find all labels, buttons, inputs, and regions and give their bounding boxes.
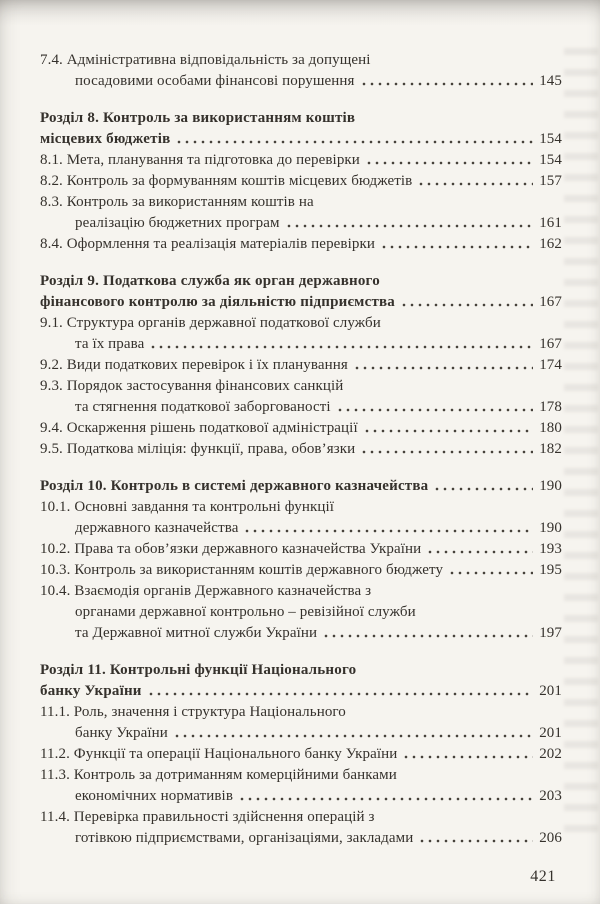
- toc-page-number: 145: [539, 73, 562, 89]
- toc-page-number: 193: [539, 541, 562, 557]
- toc-line: [40, 723, 562, 744]
- toc-line-text: економічних нормативів: [75, 788, 234, 804]
- dot-leader: [173, 723, 533, 744]
- dot-leader: [149, 334, 533, 355]
- toc-line-text: 9.4. Оскарження рішень податкової адміністрації: [40, 420, 358, 436]
- toc-line-text: готівкою підприємствами, організаціями, закладами: [75, 830, 414, 846]
- toc-list: [40, 50, 562, 849]
- toc-page-number: 161: [539, 215, 562, 231]
- toc-chapter-entry: [40, 271, 562, 313]
- toc-line-text: 11.3. Контроль за дотриманням комерційними банками: [40, 767, 397, 783]
- toc-line: [40, 807, 562, 828]
- toc-item-entry: [40, 50, 562, 92]
- toc-line: [40, 623, 562, 644]
- toc-item-entry: [40, 581, 562, 644]
- toc-line: [40, 518, 562, 539]
- toc-page-number: 206: [539, 830, 562, 846]
- dot-leader: [243, 518, 533, 539]
- toc-item-entry: [40, 418, 562, 439]
- dot-leader: [417, 171, 533, 192]
- toc-item-entry: [40, 355, 562, 376]
- toc-item-entry: [40, 376, 562, 418]
- toc-line-text: 8.1. Мета, планування та підготовка до перевірки: [40, 152, 360, 168]
- toc-page-number: 154: [539, 152, 562, 168]
- toc-page-number: 201: [539, 683, 562, 699]
- toc-item-entry: [40, 807, 562, 849]
- dot-leader: [402, 744, 533, 765]
- toc-item-entry: [40, 560, 562, 581]
- dot-leader: [426, 539, 533, 560]
- toc-line: [40, 376, 562, 397]
- toc-line-text: посадовими особами фінансові порушення: [75, 73, 355, 89]
- toc-item-entry: [40, 765, 562, 807]
- page-bleedthrough-artifact: [564, 48, 598, 834]
- toc-page-number: 202: [539, 746, 562, 762]
- toc-item-entry: [40, 439, 562, 460]
- dot-leader: [448, 560, 533, 581]
- toc-line-text: 8.2. Контроль за формуванням коштів місцевих бюджетів: [40, 173, 413, 189]
- toc-line: [40, 71, 562, 92]
- toc-line-text: Розділ 9. Податкова служба як орган державного: [40, 273, 380, 289]
- toc-line: [40, 476, 562, 497]
- toc-line: [40, 744, 562, 765]
- toc-line-text: державного казначейства: [75, 520, 239, 536]
- toc-line: [40, 150, 562, 171]
- toc-line: [40, 50, 562, 71]
- toc-line: [40, 765, 562, 786]
- toc-line-text: 11.2. Функції та операції Національного банку України: [40, 746, 398, 762]
- toc-page-number: 182: [539, 441, 562, 457]
- toc-page-number: 174: [539, 357, 562, 373]
- toc-line: [40, 560, 562, 581]
- toc-line-text: 10.3. Контроль за використанням коштів державного бюджету: [40, 562, 444, 578]
- dot-leader: [400, 292, 533, 313]
- toc-page-number: 190: [539, 520, 562, 536]
- toc-item-entry: [40, 744, 562, 765]
- toc-line: [40, 108, 562, 129]
- toc-chapter-entry: [40, 660, 562, 702]
- dot-leader: [365, 150, 533, 171]
- toc-line-text: 7.4. Адміністративна відповідальність за допущені: [40, 52, 371, 68]
- toc-line-text: 8.3. Контроль за використанням коштів на: [40, 194, 314, 210]
- toc-page-number: 162: [539, 236, 562, 252]
- toc-item-entry: [40, 313, 562, 355]
- toc-line-text: банку України: [40, 683, 142, 699]
- toc-line: [40, 702, 562, 723]
- toc-page-number: 178: [539, 399, 562, 415]
- toc-item-entry: [40, 171, 562, 192]
- toc-chapter-entry: [40, 476, 562, 497]
- page-number: 421: [530, 868, 556, 885]
- toc-line: [40, 313, 562, 334]
- toc-line-text: фінансового контролю за діяльністю підприємства: [40, 294, 396, 310]
- toc-item-entry: [40, 702, 562, 744]
- toc-line-text: та стягнення податкової заборгованості: [75, 399, 331, 415]
- toc-line: [40, 418, 562, 439]
- toc-page-number: 180: [539, 420, 562, 436]
- toc-line-text: 11.1. Роль, значення і структура Національного: [40, 704, 346, 720]
- toc-item-entry: [40, 539, 562, 560]
- toc-line: [40, 581, 562, 602]
- toc-line: [40, 660, 562, 681]
- dot-leader: [353, 355, 533, 376]
- toc-line: [40, 786, 562, 807]
- toc-item-entry: [40, 234, 562, 255]
- dot-leader: [285, 213, 533, 234]
- toc-line-text: Розділ 8. Контроль за використанням коштів: [40, 110, 356, 126]
- toc-line: [40, 292, 562, 313]
- dot-leader: [418, 828, 533, 849]
- toc-line: [40, 681, 562, 702]
- toc-line: [40, 539, 562, 560]
- toc-page-number: 167: [539, 336, 562, 352]
- dot-leader: [433, 476, 533, 497]
- dot-leader: [147, 681, 533, 702]
- toc-page-number: 167: [539, 294, 562, 310]
- toc-line: [40, 192, 562, 213]
- toc-line-text: 11.4. Перевірка правильності здійснення операцій з: [40, 809, 375, 825]
- toc-item-entry: [40, 192, 562, 234]
- toc-line-text: та їх права: [75, 336, 145, 352]
- toc-page-number: 201: [539, 725, 562, 741]
- page-footer: [530, 868, 556, 886]
- toc-line-text: 10.1. Основні завдання та контрольні функції: [40, 499, 335, 515]
- dot-leader: [363, 418, 533, 439]
- toc-line-text: реалізацію бюджетних програм: [75, 215, 280, 231]
- toc-line-text: 9.1. Структура органів державної податкової служби: [40, 315, 381, 331]
- toc-line-text: 10.4. Взаємодія органів Державного казначейства з: [40, 583, 372, 599]
- toc-line: [40, 129, 562, 150]
- toc-line-text: 9.3. Порядок застосування фінансових санкцій: [40, 378, 344, 394]
- toc-line: [40, 334, 562, 355]
- toc-item-entry: [40, 497, 562, 539]
- toc-line: [40, 828, 562, 849]
- toc-line: [40, 271, 562, 292]
- dot-leader: [360, 71, 533, 92]
- toc-line: [40, 355, 562, 376]
- toc-item-entry: [40, 150, 562, 171]
- toc-line: [40, 439, 562, 460]
- toc-line: [40, 171, 562, 192]
- toc-line: [40, 397, 562, 418]
- toc-page-number: 195: [539, 562, 562, 578]
- dot-leader: [238, 786, 533, 807]
- toc-line-text: банку України: [75, 725, 168, 741]
- toc-line: [40, 602, 562, 623]
- toc-line-text: місцевих бюджетів: [40, 131, 171, 147]
- dot-leader: [322, 623, 533, 644]
- toc-line-text: 9.2. Види податкових перевірок і їх планування: [40, 357, 348, 373]
- dot-leader: [360, 439, 533, 460]
- toc-page-number: 197: [539, 625, 562, 641]
- toc-line: [40, 234, 562, 255]
- toc-chapter-entry: [40, 108, 562, 150]
- toc-line-text: 8.4. Оформлення та реалізація матеріалів перевірки: [40, 236, 375, 252]
- toc-page-number: 154: [539, 131, 562, 147]
- toc-line-text: 10.2. Права та обов’язки державного казначейства України: [40, 541, 422, 557]
- dot-leader: [175, 129, 533, 150]
- toc-line: [40, 213, 562, 234]
- toc-line: [40, 497, 562, 518]
- toc-line-text: Розділ 10. Контроль в системі державного казначейства: [40, 478, 429, 494]
- toc-page-number: 157: [539, 173, 562, 189]
- toc-page-number: 190: [539, 478, 562, 494]
- toc-line-text: Розділ 11. Контрольні функції Національного: [40, 662, 357, 678]
- toc-line-text: та Державної митної служби України: [75, 625, 318, 641]
- dot-leader: [336, 397, 533, 418]
- dot-leader: [380, 234, 533, 255]
- toc-line-text: органами державної контрольно – ревізійної служби: [75, 604, 416, 620]
- toc-line-text: 9.5. Податкова міліція: функції, права, обов’язки: [40, 441, 356, 457]
- toc-page-number: 203: [539, 788, 562, 804]
